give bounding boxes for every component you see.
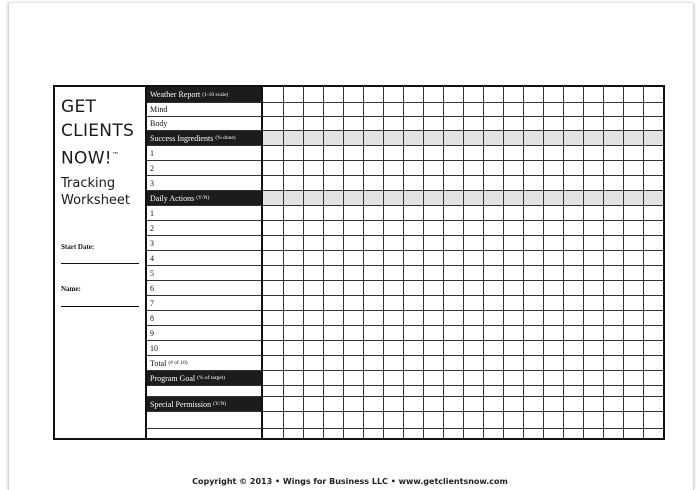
row-label-text: 6	[150, 283, 154, 293]
row-label-text: Weather Report	[150, 90, 201, 99]
row-label-text: Program Goal	[150, 373, 196, 383]
row-label-text: Total	[150, 358, 167, 368]
column-divider	[503, 87, 504, 438]
subtitle-line-2: Worksheet	[61, 193, 131, 208]
title-panel	[55, 87, 147, 438]
tracking-worksheet-table	[53, 85, 665, 440]
row-label	[147, 341, 261, 356]
row-labels-column	[147, 87, 263, 438]
row-label-note: (1-10 scale)	[202, 91, 229, 98]
brand-logo	[61, 95, 134, 171]
row-label	[147, 221, 261, 236]
column-divider	[323, 87, 324, 438]
row-label	[147, 326, 261, 341]
row-label-note: (Y/N)	[196, 195, 210, 201]
column-divider	[283, 87, 284, 438]
row-label	[147, 236, 261, 251]
row-label	[147, 281, 261, 296]
column-divider	[423, 87, 424, 438]
row-label	[147, 176, 261, 191]
column-divider	[483, 87, 484, 438]
row-label	[147, 356, 261, 371]
row-label-text: 8	[150, 313, 154, 323]
column-divider	[523, 87, 524, 438]
subtitle-line-1: Tracking	[61, 176, 116, 191]
row-label	[147, 117, 261, 131]
worksheet-subtitle	[61, 175, 130, 209]
column-divider	[363, 87, 364, 438]
row-label	[147, 266, 261, 281]
row-label-text: Special Permission	[150, 399, 212, 409]
column-divider	[543, 87, 544, 438]
brand-line-1: GET	[61, 97, 97, 117]
section-header	[147, 397, 261, 412]
row-label-text: 2	[150, 163, 154, 173]
column-divider	[303, 87, 304, 438]
column-divider	[403, 87, 404, 438]
row-label	[147, 251, 261, 266]
row-label-note: (% done)	[215, 135, 236, 141]
row-label-text: 1	[150, 208, 154, 218]
row-label-text: 3	[150, 238, 154, 248]
row-label-text: 10	[150, 343, 158, 353]
row-label	[147, 296, 261, 311]
start-date-line[interactable]	[61, 263, 139, 264]
row-label-note: (% of target)	[197, 375, 226, 381]
row-label-text: Success Ingredients	[150, 133, 214, 143]
worksheet-page	[8, 3, 694, 490]
start-date-label: Start Date:	[61, 243, 95, 251]
row-label-text: 5	[150, 268, 154, 278]
row-label-text: Mind	[150, 105, 168, 114]
row-label	[147, 161, 261, 176]
row-label	[147, 206, 261, 221]
column-divider	[463, 87, 464, 438]
column-divider	[583, 87, 584, 438]
brand-line-2: CLIENTS	[61, 121, 135, 141]
column-divider	[383, 87, 384, 438]
column-divider	[623, 87, 624, 438]
row-label-text: 3	[150, 178, 154, 188]
name-line[interactable]	[61, 306, 139, 307]
row-label	[147, 146, 261, 161]
row-label	[147, 311, 261, 326]
row-label	[147, 103, 261, 117]
column-divider	[443, 87, 444, 438]
section-header	[147, 131, 261, 146]
row-label-note: (Y/N)	[213, 401, 227, 407]
row-label-text: Daily Actions	[150, 193, 195, 203]
section-header	[147, 87, 261, 103]
name-label: Name:	[61, 285, 81, 293]
column-divider	[563, 87, 564, 438]
brand-line-3	[61, 143, 134, 171]
row-label-text: 1	[150, 148, 154, 158]
column-divider	[643, 87, 644, 438]
trademark-symbol: ™	[111, 151, 119, 159]
row-label-text: 7	[150, 298, 154, 308]
column-divider	[603, 87, 604, 438]
row-label-text: 2	[150, 223, 154, 233]
row-label	[147, 386, 261, 397]
row-label-note: (# of 10)	[168, 360, 188, 366]
row-label-text: 9	[150, 328, 154, 338]
brand-line-3-text: NOW!	[61, 148, 112, 169]
tracking-grid	[263, 87, 663, 438]
section-header	[147, 371, 261, 386]
column-divider	[343, 87, 344, 438]
row-label	[147, 412, 261, 429]
row-label-text: 4	[150, 253, 154, 263]
copyright-footer: Copyright © 2013 • Wings for Business LLC • www.getclientsnow.com	[192, 477, 508, 486]
row-label-text: Body	[150, 119, 168, 128]
section-header	[147, 191, 261, 206]
